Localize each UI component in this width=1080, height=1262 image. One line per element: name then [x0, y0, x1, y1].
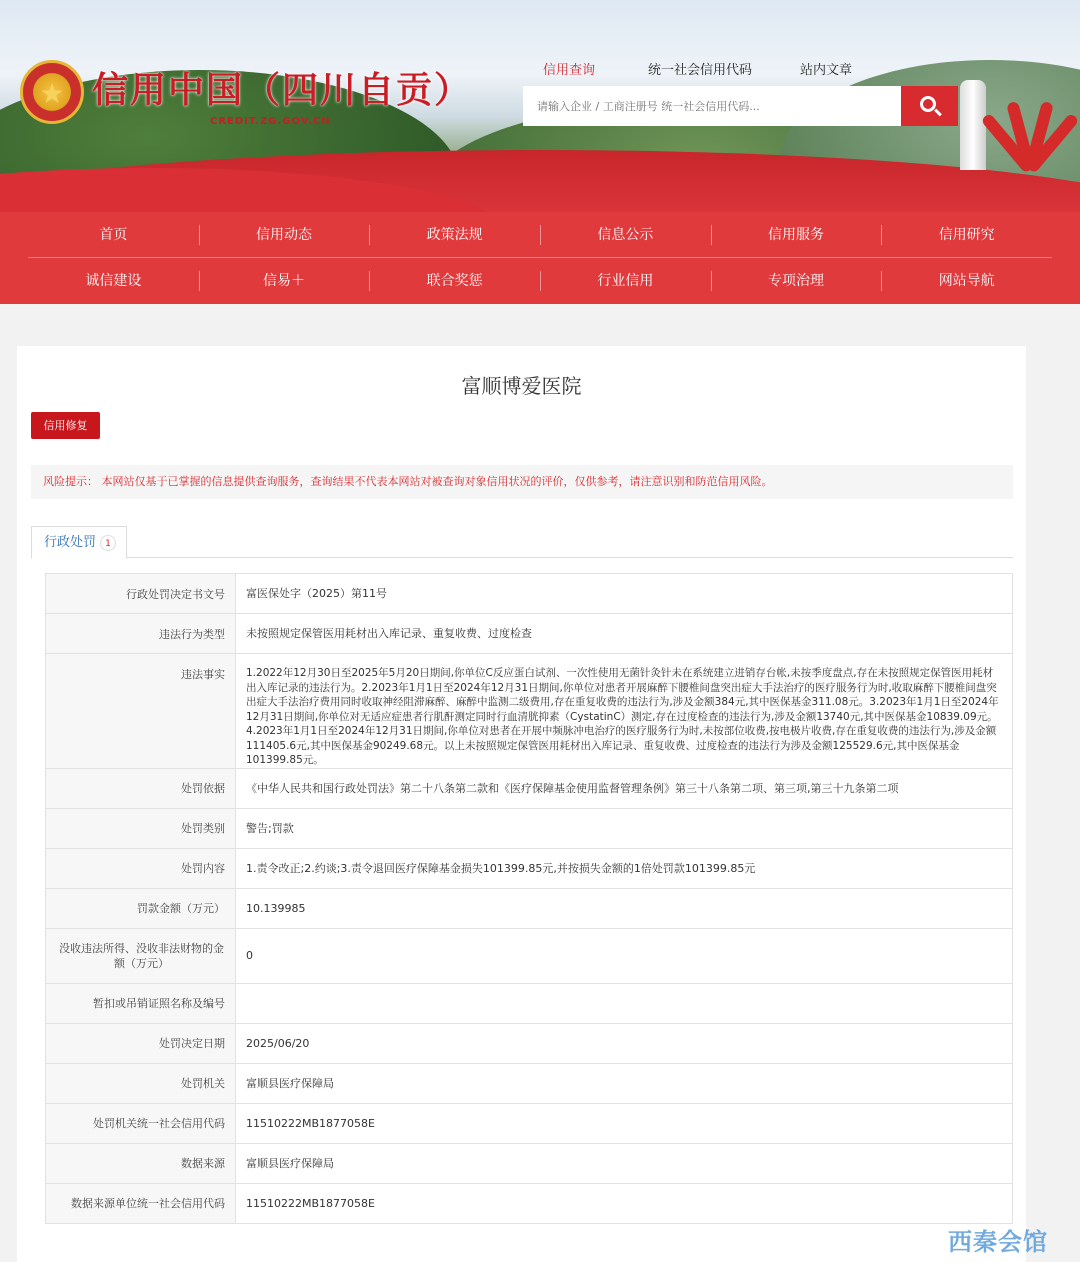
- row-value: 0: [236, 928, 1013, 983]
- row-label: 数据来源单位统一社会信用代码: [46, 1183, 236, 1223]
- nav-row: [28, 258, 1052, 304]
- search-tab-site-articles[interactable]: 站内文章: [800, 63, 853, 78]
- detail-card: [17, 346, 1026, 1262]
- tower-illustration: [960, 80, 986, 170]
- nav-item-xinyi[interactable]: 信易＋: [199, 258, 370, 304]
- search-tab-credit-query[interactable]: 信用查询: [543, 59, 595, 78]
- sculpture-illustration: [990, 90, 1070, 170]
- row-value: 1.责令改正;2.约谈;3.责令退回医疗保障基金损失101399.85元,并按损失金额的1倍处罚款101399.85元: [236, 848, 1013, 888]
- nav-item-industry-credit[interactable]: 行业信用: [540, 258, 711, 304]
- row-label: 处罚机关统一社会信用代码: [46, 1103, 236, 1143]
- row-value: 10.139985: [236, 888, 1013, 928]
- nav-item-credit-research[interactable]: 信用研究: [881, 212, 1052, 257]
- search-input[interactable]: [523, 86, 901, 126]
- row-label: 处罚决定日期: [46, 1023, 236, 1063]
- row-label: 违法事实: [46, 654, 236, 769]
- nav-item-home[interactable]: 首页: [99, 227, 128, 243]
- table-row: [46, 808, 1013, 848]
- tab-label: 行政处罚: [44, 535, 97, 550]
- main-nav: [0, 212, 1080, 304]
- row-label: 处罚机关: [46, 1063, 236, 1103]
- search-icon-handle: [934, 109, 942, 117]
- row-value: 未按照规定保管医用耗材出入库记录、重复收费、过度检查: [236, 614, 1013, 654]
- nav-item-site-map[interactable]: 网站导航: [881, 258, 1052, 304]
- nav-item-credit-services[interactable]: 信用服务: [711, 212, 882, 257]
- site-domain: CREDIT.ZG.GOV.CN: [210, 116, 331, 127]
- site-title[interactable]: 信用中国（四川自贡）: [92, 70, 473, 111]
- row-label: 罚款金额（万元）: [46, 888, 236, 928]
- tab-administrative-penalty[interactable]: [31, 526, 127, 559]
- row-value: 11510222MB1877058E: [236, 1183, 1013, 1223]
- row-value: [236, 983, 1013, 1023]
- table-row: [46, 1103, 1013, 1143]
- table-row: [46, 654, 1013, 769]
- row-label: 处罚内容: [46, 848, 236, 888]
- entity-name: 富顺博爱医院: [461, 374, 582, 398]
- national-emblem-icon[interactable]: ★: [20, 60, 84, 124]
- search-tab-credit-code[interactable]: 统一社会信用代码: [648, 63, 753, 78]
- table-row: [46, 614, 1013, 654]
- row-value: 富医保处字（2025）第11号: [236, 574, 1013, 614]
- table-row: [46, 983, 1013, 1023]
- row-value: 11510222MB1877058E: [236, 1103, 1013, 1143]
- table-row: [46, 928, 1013, 983]
- row-label: 处罚类别: [46, 808, 236, 848]
- table-row: [46, 574, 1013, 614]
- nav-item-credit-news[interactable]: 信用动态: [199, 212, 370, 257]
- row-value: 《中华人民共和国行政处罚法》第二十八条第二款和《医疗保障基金使用监督管理条例》第三十八条第二项、第三项,第三十九条第二项: [236, 768, 1013, 808]
- nav-row: [28, 212, 1052, 258]
- tab-bar: [31, 526, 1013, 558]
- table-row: [46, 1143, 1013, 1183]
- nav-item-rewards-penalties[interactable]: 联合奖惩: [369, 258, 540, 304]
- table-row: [46, 768, 1013, 808]
- row-value: 富顺县医疗保障局: [236, 1063, 1013, 1103]
- row-label: 没收违法所得、没收非法财物的金额（万元）: [46, 928, 236, 983]
- row-label: 违法行为类型: [46, 614, 236, 654]
- credit-repair-button[interactable]: 信用修复: [31, 412, 100, 439]
- row-label: 暂扣或吊销证照名称及编号: [46, 983, 236, 1023]
- search-button[interactable]: [901, 86, 958, 126]
- watermark: 西秦会馆: [948, 1228, 1048, 1256]
- penalty-detail-table: [45, 573, 1013, 1224]
- nav-item-integrity[interactable]: 诚信建设: [85, 273, 142, 289]
- table-row: [46, 1183, 1013, 1223]
- tab-count-badge: 1: [100, 535, 116, 551]
- table-row: [46, 1063, 1013, 1103]
- row-label: 数据来源: [46, 1143, 236, 1183]
- table-row: [46, 1023, 1013, 1063]
- row-value: 警告;罚款: [236, 808, 1013, 848]
- row-label: 行政处罚决定书文号: [46, 574, 236, 614]
- row-value: 1.2022年12月30日至2025年5月20日期间,你单位C反应蛋白试剂、一次性使用无菌针灸针未在系统建立进销存台帐,未按季度盘点,存在未按照规定保管医用耗材出入库记录的违法行为。2.2023年1月1日至2024年12月31日期间,你单位对患者开展麻醉下腰椎间盘突出症大手法治疗的医疗服务行为时,收取麻醉下腰椎间盘突出症大手法治疗费用同时收取神经阻滞麻醉、麻醉中监测二级费用,存在重复收费的违法行为,涉及金额384元,其中医保基金311.08元。3.2023年1月1日至2024年12月31日期间,你单位对无适应症患者行肌酐测定同时行血清胱抑素（CystatinC）测定,存在过度检查的违法行为,涉及金额13740元,其中医保基金10839.09元。4.2023年1月1日至2024年12月31日期间,你单位对患者在开展中频脉冲电治疗的医疗服务行为时,未按部位收费,按电极片收费,存在重复收费的违法行为,涉及金额111405.6元,其中医保基金90249.68元。以上未按照规定保管医用耗材出入库记录、重复收费、过度检查的违法行为涉及金额125529.6元,其中医保基金101399.85元。: [236, 654, 1013, 769]
- nav-item-public-info[interactable]: 信息公示: [540, 212, 711, 257]
- nav-item-policies[interactable]: 政策法规: [369, 212, 540, 257]
- row-label: 处罚依据: [46, 768, 236, 808]
- row-value: 富顺县医疗保障局: [236, 1143, 1013, 1183]
- nav-item-special-governance[interactable]: 专项治理: [711, 258, 882, 304]
- table-row: [46, 888, 1013, 928]
- risk-notice: 风险提示： 本网站仅基于已掌握的信息提供查询服务，查询结果不代表本网站对被查询对象信用状况的评价，仅供参考，请注意识别和防范信用风险。: [31, 465, 1013, 499]
- site-header: [0, 0, 1080, 212]
- row-value: 2025/06/20: [236, 1023, 1013, 1063]
- table-row: [46, 848, 1013, 888]
